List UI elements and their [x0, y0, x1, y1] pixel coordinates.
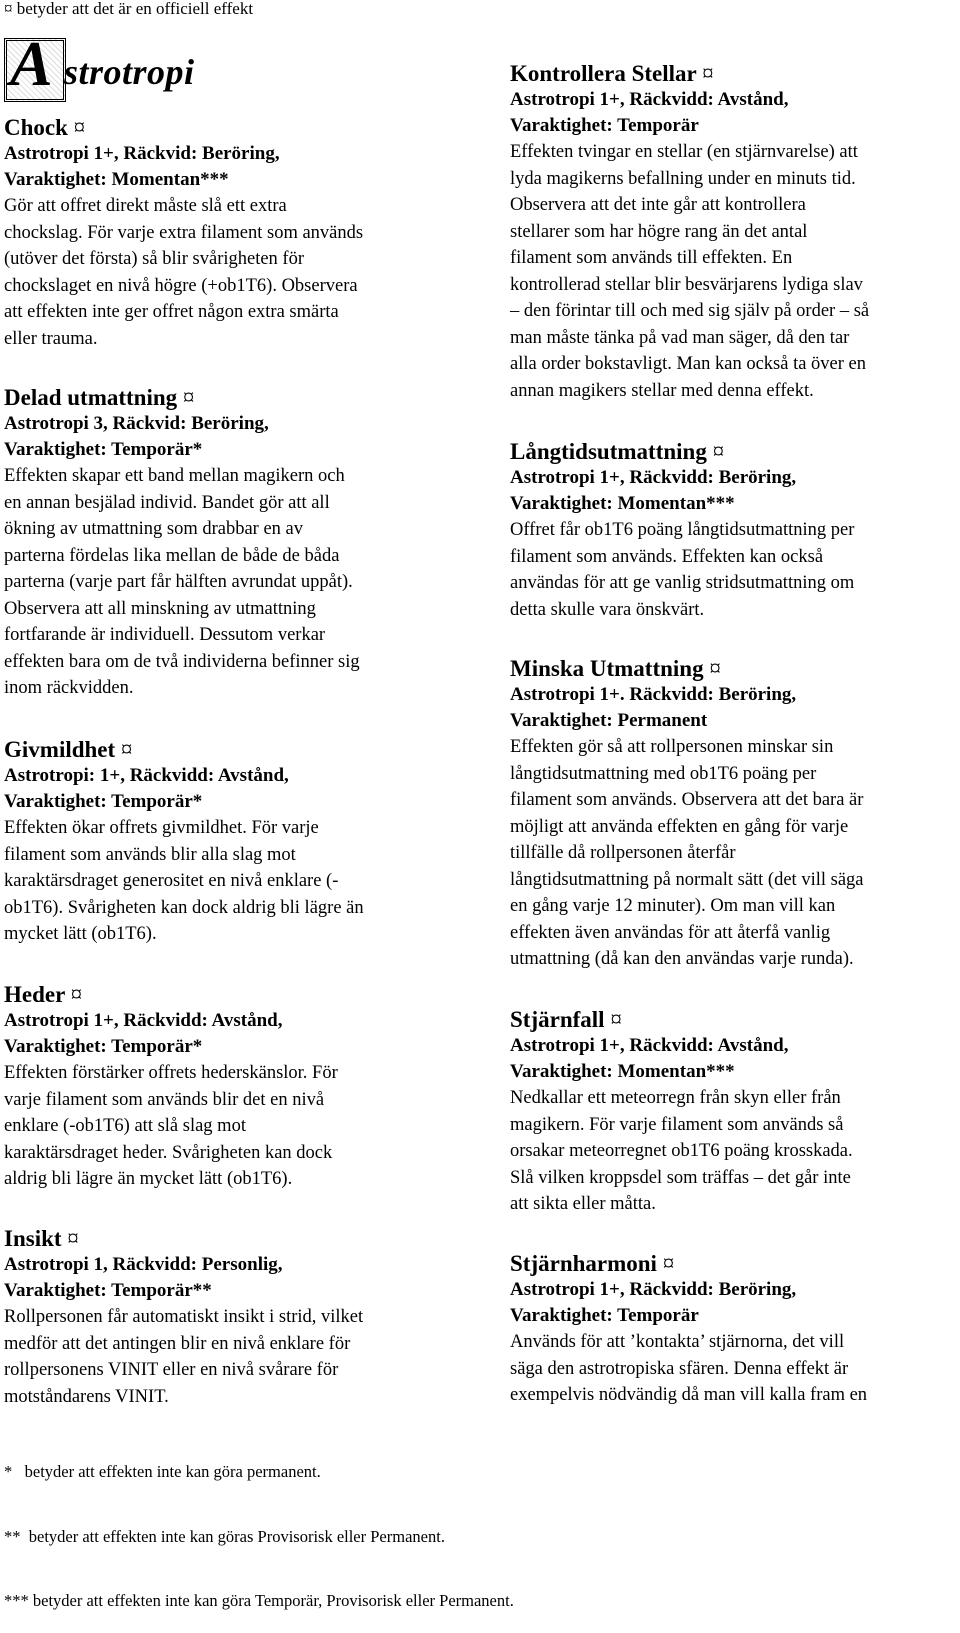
effect-text: Nedkallar ett meteorregn från skyn eller från [510, 1088, 841, 1108]
effect-text: mycket lätt (ob1T6). [4, 924, 157, 944]
effect-text: långtidsutmattning med ob1T6 poäng per [510, 763, 817, 784]
effect-chock [4, 114, 474, 352]
effect-text: magikern. För varje filament som används så [510, 1114, 844, 1135]
effect-text: inom räckvidden. [4, 678, 134, 698]
effect-text: fortfarande är individuell. Dessutom verkar [4, 625, 326, 645]
effect-title: Chock ¤ [4, 115, 86, 140]
effect-text: parterna (varje part får hälften avrundat uppåt). [4, 572, 353, 592]
effect-text: ob1T6). Svårigheten kan dock aldrig bli lägre än [4, 897, 364, 918]
effect-text: Effekten skapar ett band mellan magikern och [4, 466, 345, 486]
effect-text: parterna fördelas lika mellan de både de båda [4, 545, 340, 566]
footnotes [4, 1418, 514, 1633]
effect-title: Stjärnfall ¤ [510, 1007, 622, 1032]
effect-text: Offret får ob1T6 poäng långtidsutmattning per [510, 520, 855, 540]
effect-givmildhet [4, 736, 474, 948]
effect-title: Givmildhet ¤ [4, 737, 133, 762]
effect-text: att effekten inte ger offret någon extra smärta [4, 302, 339, 322]
effect-text: detta skulle vara önskvärt. [510, 599, 705, 620]
effect-text: långtidsutmattning på normalt sätt (det vill säga [510, 869, 864, 890]
effect-stjarnharmoni [510, 1250, 960, 1409]
effect-meta: Astrotropi 1+, Räckvidd: Avstånd, [510, 89, 789, 110]
effect-langtidsutmattning [510, 438, 960, 623]
effect-meta: Varaktighet: Momentan*** [510, 1061, 735, 1082]
effect-meta: Varaktighet: Temporär* [4, 791, 203, 812]
effect-meta: Astrotropi 1+, Räckvidd: Avstånd, [4, 1010, 283, 1031]
effect-text: en gång varje 12 minuter). Om man vill kan [510, 896, 836, 916]
effect-text: möjligt att använda effekten en gång för varje [510, 816, 849, 837]
logo-initial: A [10, 28, 53, 99]
effect-insikt [4, 1225, 474, 1410]
effect-title: Insikt ¤ [4, 1226, 79, 1251]
effect-meta: Varaktighet: Temporär [510, 1305, 699, 1326]
effect-text: Gör att offret direkt måste slå ett extra [4, 196, 287, 216]
effect-text: Observera att det inte går att kontrollera [510, 195, 806, 215]
effect-text: chockslaget en nivå högre (+ob1T6). Observera [4, 275, 358, 296]
effect-text: kontrollerad stellar blir besvärjarens lydiga slav [510, 274, 863, 295]
effect-text: alla order bokstavligt. Man kan också ta över en [510, 354, 867, 374]
effect-text: filament som används. Observera att det bara är [510, 790, 864, 810]
effect-kontrollera-stellar [510, 60, 960, 404]
effect-title: Långtidsutmattning ¤ [510, 439, 725, 464]
astrotropi-logo [4, 28, 226, 102]
effect-text: effekten även användas för att återfå vanlig [510, 922, 831, 943]
effect-text: karaktärsdraget heder. Svårigheten kan dock [4, 1142, 333, 1163]
effect-text: orsakar meteorregnet ob1T6 poäng krosskada. [510, 1141, 853, 1161]
effect-text: filament som används. Effekten kan också [510, 546, 824, 567]
effect-text: säga den astrotropiska sfären. Denna effekt är [510, 1358, 849, 1379]
effect-text: ökning av utmattning som drabbar en av [4, 519, 304, 539]
effect-text: Rollpersonen får automatiskt insikt i strid, vilket [4, 1307, 364, 1327]
effect-title: Kontrollera Stellar ¤ [510, 61, 714, 86]
effect-heder [4, 981, 474, 1193]
effect-text: utmattning (då kan den användas varje runda). [510, 949, 854, 969]
effect-text: en annan besjälad individ. Bandet gör att all [4, 492, 330, 513]
effect-text: att sikta eller måtta. [510, 1194, 656, 1214]
effect-text: stellarer som har högre rang än det antal [510, 221, 808, 242]
effect-text: varje filament som används blir det en nivå [4, 1089, 325, 1110]
effect-meta: Astrotropi 3, Räckvid: Beröring, [4, 413, 269, 434]
effect-meta: Astrotropi: 1+, Räckvidd: Avstånd, [4, 765, 289, 786]
effect-text: Effekten gör så att rollpersonen minskar sin [510, 737, 834, 757]
effect-text: Effekten förstärker offrets hederskänslor. För [4, 1063, 338, 1083]
effect-title: Stjärnharmoni ¤ [510, 1251, 675, 1276]
effect-text: (utöver det första) så blir svårigheten för [4, 249, 305, 269]
effect-meta: Varaktighet: Temporär [510, 115, 699, 136]
effect-text: medför att det antingen blir en nivå enklare för [4, 1333, 351, 1354]
effect-text: eller trauma. [4, 328, 98, 349]
effect-text: annan magikers stellar med denna effekt. [510, 380, 814, 401]
effect-meta: Astrotropi 1+, Räckvidd: Beröring, [510, 1279, 797, 1300]
effect-meta: Varaktighet: Permanent [510, 710, 708, 731]
footnote: ** betyder att effekten inte kan göras Provisorisk eller Permanent. [4, 1526, 445, 1546]
effect-text: filament som används blir alla slag mot [4, 844, 296, 865]
effect-stjarnfall [510, 1006, 960, 1218]
effect-text: Effekten ökar offrets givmildhet. För varje [4, 818, 319, 838]
official-effect-note: ¤ betyder att det är en officiell effekt [4, 0, 254, 18]
effect-text: Används för att ’kontakta’ stjärnorna, det vill [510, 1332, 845, 1352]
effect-meta: Varaktighet: Temporär* [4, 1036, 203, 1057]
effect-meta: Astrotropi 1, Räckvidd: Personlig, [4, 1254, 283, 1275]
effect-meta: Varaktighet: Momentan*** [4, 169, 229, 190]
effect-meta: Astrotropi 1+, Räckvidd: Avstånd, [510, 1035, 789, 1056]
effect-meta: Astrotropi 1+. Räckvidd: Beröring, [510, 684, 797, 705]
effect-text: användas för att ge vanlig stridsutmattning om [510, 573, 855, 593]
effect-minska-utmattning [510, 655, 960, 973]
effect-text: Effekten tvingar en stellar (en stjärnvarelse) att [510, 142, 858, 162]
effect-title: Delad utmattning ¤ [4, 385, 195, 410]
effect-text: enklare (-ob1T6) att slå slag mot [4, 1116, 246, 1136]
effect-meta: Varaktighet: Temporär* [4, 439, 203, 460]
effect-text: exempelvis nödvändig då man vill kalla fram en [510, 1385, 868, 1405]
effect-text: lyda magikerns befallning under en minuts tid. [510, 168, 856, 189]
effect-text: motståndarens VINIT. [4, 1386, 169, 1407]
effect-text: – den förintar till och med sig själv på order – så [510, 301, 870, 321]
effect-text: karaktärsdraget generositet en nivå enklare (- [4, 871, 339, 891]
effect-text: Observera att all minskning av utmattning [4, 598, 316, 619]
effect-title: Heder ¤ [4, 982, 83, 1007]
effect-meta: Astrotropi 1+, Räckvid: Beröring, [4, 143, 280, 164]
footnote: * betyder att effekten inte kan göra permanent. [4, 1462, 321, 1481]
effect-meta: Varaktighet: Temporär** [4, 1280, 212, 1301]
effect-meta: Astrotropi 1+, Räckvidd: Beröring, [510, 467, 797, 488]
effect-text: man måste tänka på vad man säger, då den tar [510, 327, 850, 348]
logo-text: strotropi [64, 52, 195, 92]
footnote: *** betyder att effekten inte kan göra Temporär, Provisorisk eller Permanent. [4, 1591, 514, 1610]
effect-meta: Varaktighet: Momentan*** [510, 493, 735, 514]
effect-text: aldrig bli lägre än mycket lätt (ob1T6). [4, 1169, 293, 1189]
effect-text: rollpersonens VINIT eller en nivå svårare för [4, 1360, 339, 1380]
effect-text: tillfälle då rollpersonen återfår [510, 843, 736, 863]
effect-text: chockslag. För varje extra filament som används [4, 222, 364, 243]
effect-text: Slå vilken kroppsdel som träffas – det går inte [510, 1167, 851, 1188]
effect-text: filament som används till effekten. En [510, 248, 793, 268]
effect-delad-utmattning [4, 384, 474, 702]
effect-text: effekten bara om de två individerna befinner sig [4, 651, 360, 672]
effect-title: Minska Utmattning ¤ [510, 656, 721, 681]
